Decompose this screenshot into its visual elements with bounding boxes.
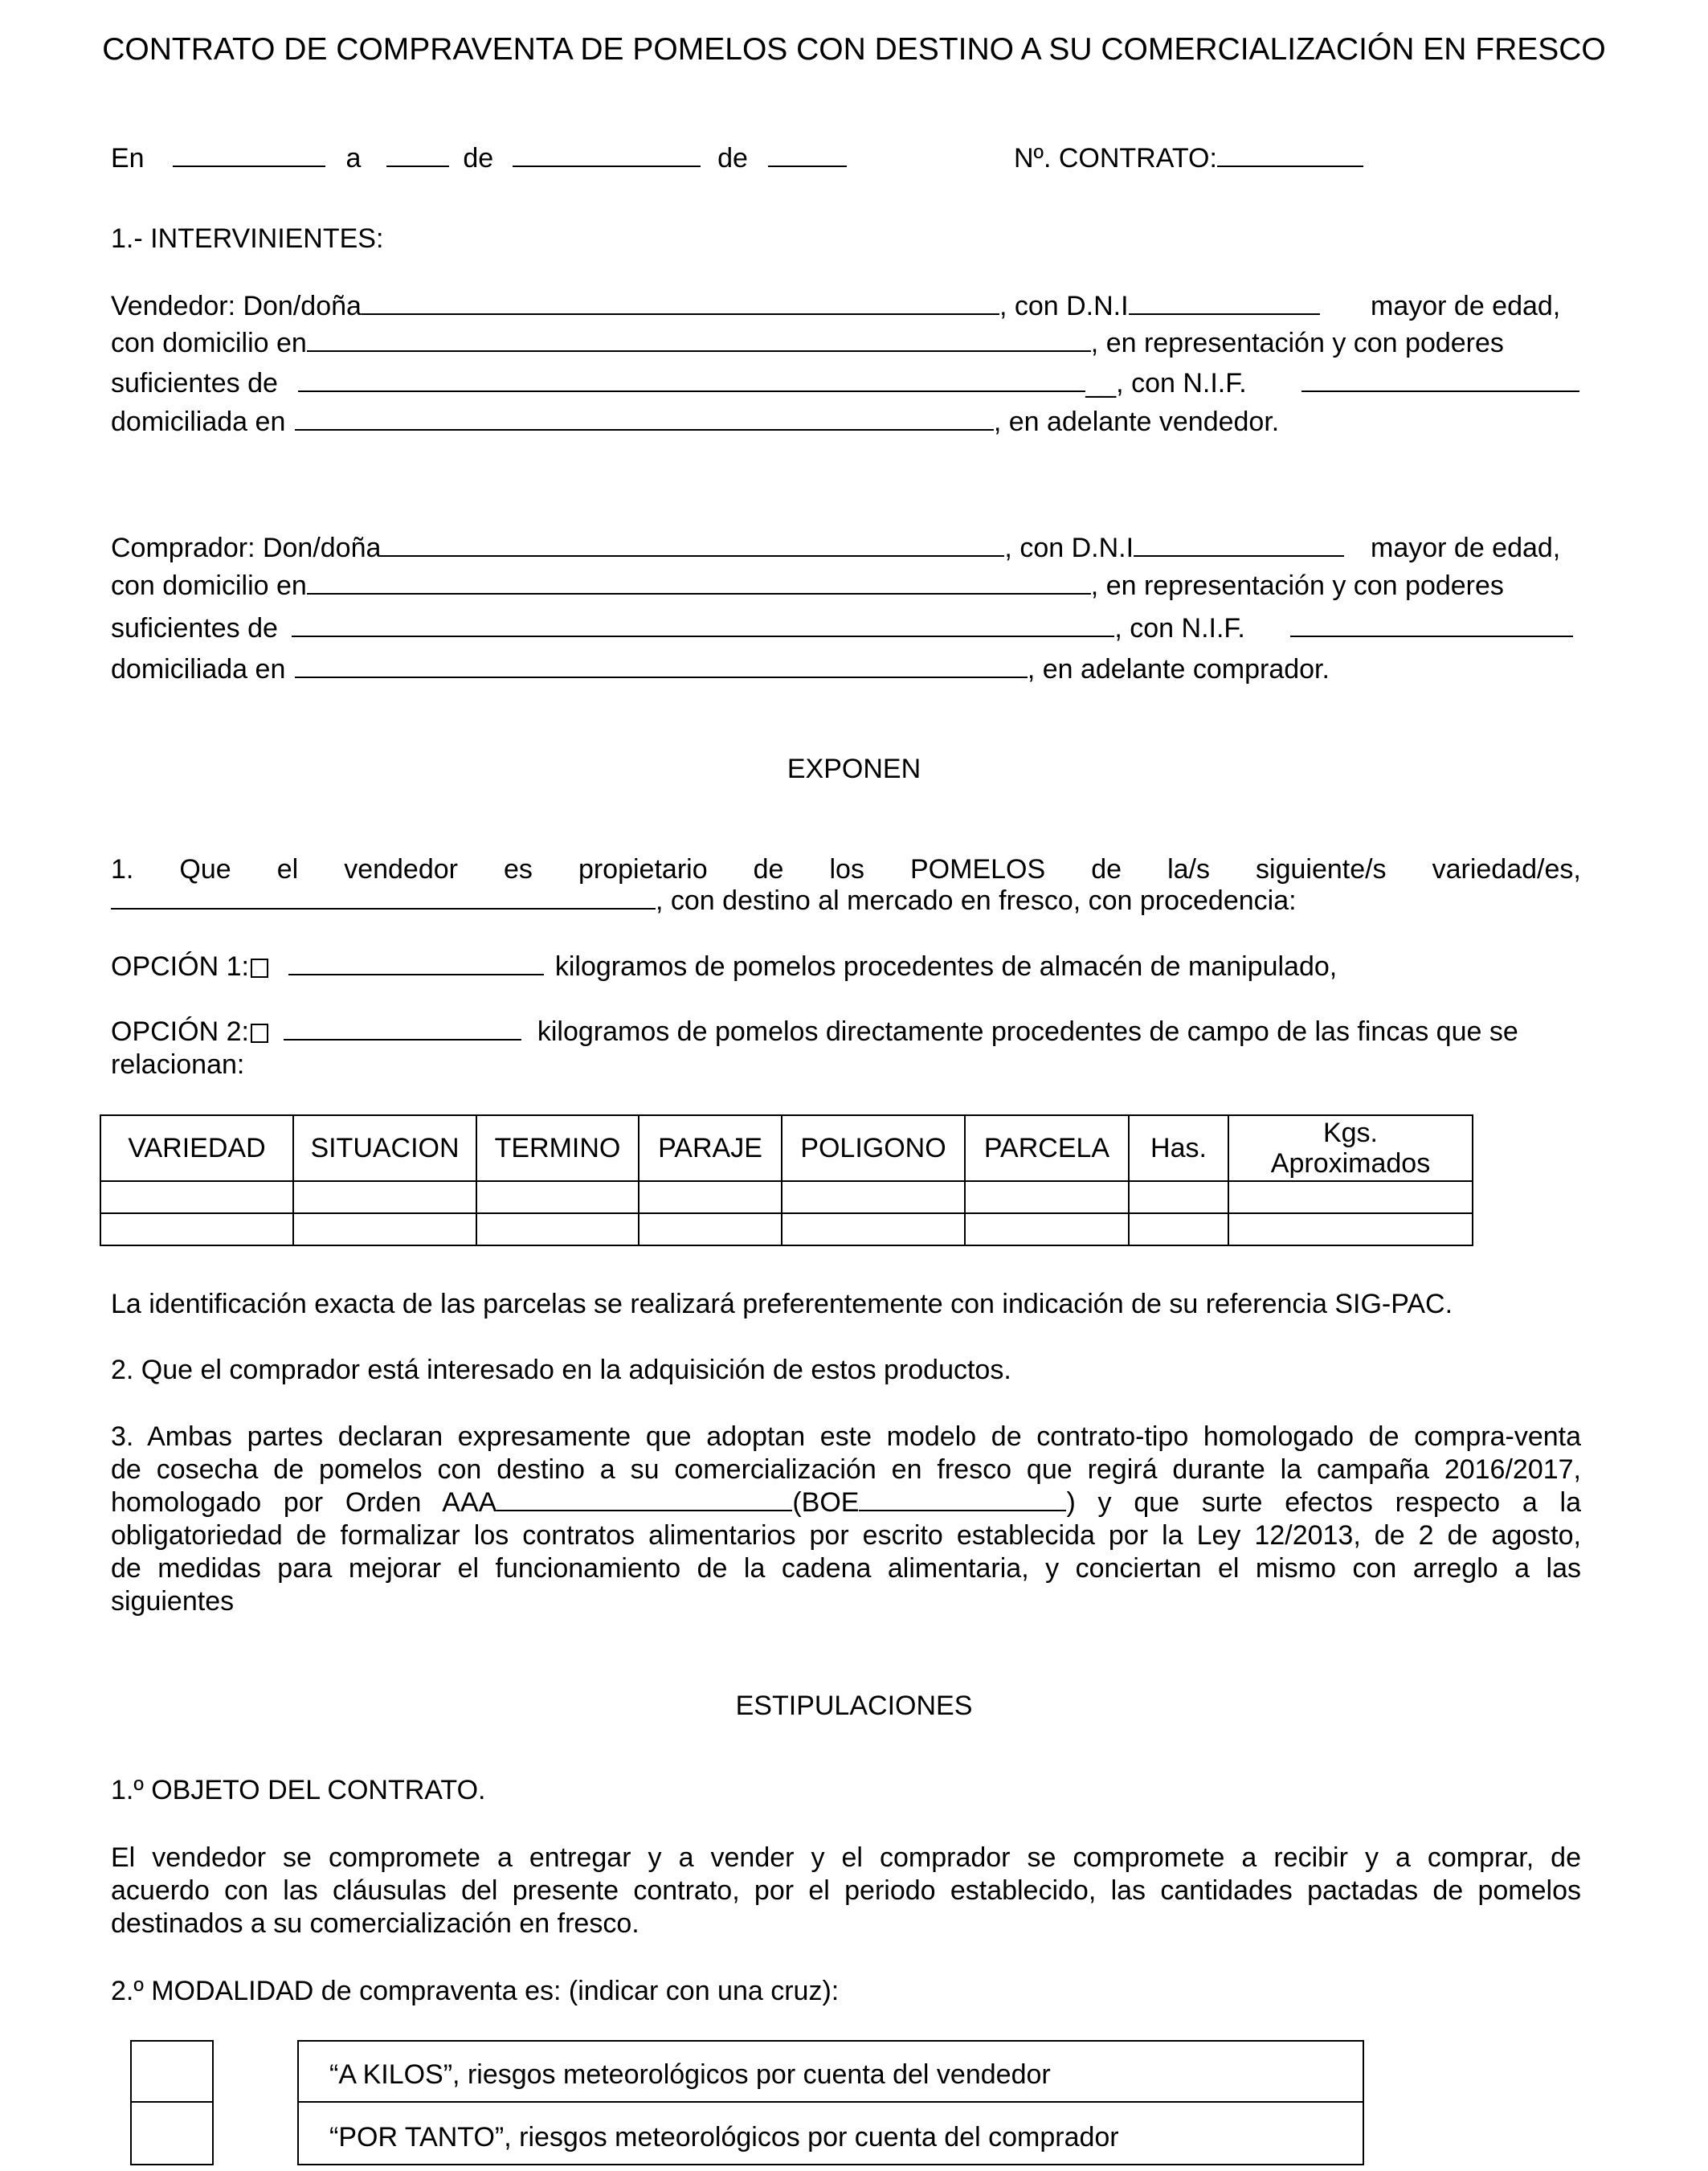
col-header-poligono: POLIGONO xyxy=(782,1115,965,1181)
opcion-1-checkbox[interactable] xyxy=(251,959,268,978)
exponen-heading: EXPONEN xyxy=(787,754,921,784)
table-cell[interactable] xyxy=(782,1213,965,1245)
contract-number xyxy=(1014,141,1363,175)
col-header-has: Has. xyxy=(1129,1115,1228,1181)
exponen-2: 2. Que el comprador está interesado en la adquisición de estos productos. xyxy=(111,1355,1011,1385)
exponen-3-line-2: de cosecha de pomelos con destino a su comercialización en fresco que regirá durante la campaña 2016/2017, xyxy=(111,1454,1581,1485)
comprador-nif-blank[interactable] xyxy=(1290,613,1573,637)
table-header-row xyxy=(100,1115,1473,1181)
opcion-1-kilos-blank[interactable] xyxy=(288,951,544,975)
comprador-name-blank[interactable] xyxy=(381,533,1004,557)
table-cell[interactable] xyxy=(965,1213,1129,1245)
table-row xyxy=(100,1213,1473,1245)
comprador-representacion-label: , en representación y con poderes xyxy=(1090,570,1504,601)
comprador-domicilio xyxy=(111,570,1504,602)
boe-label: (BOE xyxy=(792,1487,860,1518)
efectos-text: ) y que surte efectos respecto a la xyxy=(1066,1487,1581,1518)
comprador-line-4 xyxy=(111,652,1330,686)
comprador-nif-label: , con N.I.F. xyxy=(1114,613,1245,644)
exponen-1-word: siguiente/s xyxy=(1256,854,1387,885)
exponen-1-word: variedad/es, xyxy=(1432,854,1581,885)
vendedor-nif-field xyxy=(1301,366,1579,400)
exponen-1-line-1 xyxy=(111,854,1581,885)
orden-label: homologado por Orden AAA xyxy=(111,1487,497,1518)
table-cell[interactable] xyxy=(293,1181,476,1213)
table-cell[interactable] xyxy=(639,1181,782,1213)
vendedor-domiciliada-blank[interactable] xyxy=(295,407,994,431)
comprador-domiciliada-label: domiciliada en xyxy=(111,654,286,685)
vendedor-dni-label: , con D.N.I xyxy=(999,291,1129,321)
col-header-paraje: PARAJE xyxy=(639,1115,782,1181)
comprador-domiciliada-blank[interactable] xyxy=(295,654,1028,678)
comprador-entity-blank[interactable] xyxy=(292,613,1114,637)
objeto-heading: 1.º OBJETO DEL CONTRATO. xyxy=(111,1775,486,1805)
comprador-domicilio-blank[interactable] xyxy=(307,570,1091,595)
opcion-2-checkbox[interactable] xyxy=(251,1024,268,1043)
objeto-line-3: destinados a su comercialización en fresco. xyxy=(111,1908,639,1939)
col-header-kgs-line-2: Aproximados xyxy=(1270,1148,1431,1179)
exponen-1-line-2 xyxy=(111,884,1297,918)
table-cell[interactable] xyxy=(1228,1181,1473,1213)
modalidad-a-kilos-label: “A KILOS”, riesgos meteorológicos por cuenta del vendedor xyxy=(329,2059,1051,2090)
col-header-termino: TERMINO xyxy=(476,1115,639,1181)
vendedor-name-blank[interactable] xyxy=(362,291,999,315)
table-cell[interactable] xyxy=(100,1213,293,1245)
comprador-mayor-edad: mayor de edad, xyxy=(1371,533,1561,563)
comprador-domicilio-label: con domicilio en xyxy=(111,570,307,601)
comprador-line-2 xyxy=(111,570,1581,602)
col-header-parcela: PARCELA xyxy=(965,1115,1129,1181)
document-title: CONTRATO DE COMPRAVENTA DE POMELOS CON DESTINO A SU COMERCIALIZACIÓN EN FRESCO xyxy=(102,32,1606,67)
comprador-suficientes-label: suficientes de xyxy=(111,613,278,644)
exponen-3-line-1: 3. Ambas partes declaran expresamente que adoptan este modelo de contrato-tipo homologado de compra-venta xyxy=(111,1421,1581,1452)
opcion-2-kilos-blank[interactable] xyxy=(284,1016,521,1041)
orden-blank[interactable] xyxy=(496,1487,792,1511)
opcion-1 xyxy=(111,950,1337,983)
vendedor-domicilio-label: con domicilio en xyxy=(111,328,307,358)
objeto-line-2: acuerdo con las cláusulas del presente contrato, por el periodo establecido, las cantidades pactadas de pomelos xyxy=(111,1875,1581,1906)
table-cell[interactable] xyxy=(476,1213,639,1245)
comprador-adelante-label: , en adelante comprador. xyxy=(1027,654,1330,685)
sigpac-note: La identificación exacta de las parcelas se realizará preferentemente con indicación de su referencia SIG-PAC. xyxy=(111,1289,1453,1319)
exponen-1-word: la/s xyxy=(1167,854,1210,885)
vendedor-domiciliada-label: domiciliada en xyxy=(111,407,286,437)
comprador-label: Comprador: Don/doña xyxy=(111,533,382,563)
comprador-dni-blank[interactable] xyxy=(1134,533,1344,557)
comprador-dni-label: , con D.N.I xyxy=(1004,533,1134,563)
vendedor-line-2 xyxy=(111,328,1581,359)
vendedor-line-1 xyxy=(111,289,1320,323)
date-line xyxy=(111,141,847,175)
vendedor-label: Vendedor: Don/doña xyxy=(111,291,362,321)
vendedor-nif-label: __, con N.I.F. xyxy=(1085,368,1247,399)
exponen-1-word: 1. xyxy=(111,854,134,885)
vendedor-representacion-label: , en representación y con poderes xyxy=(1090,328,1504,358)
table-cell[interactable] xyxy=(293,1213,476,1245)
col-header-kgs xyxy=(1228,1115,1473,1181)
exponen-1-destino-text: , con destino al mercado en fresco, con procedencia: xyxy=(656,885,1297,916)
year-blank[interactable] xyxy=(768,143,847,167)
vendedor-line-4 xyxy=(111,405,1279,439)
date-line-de-2: de xyxy=(717,143,748,174)
modalidad-heading: 2.º MODALIDAD de compraventa es: (indicar con una cruz): xyxy=(111,1976,840,2006)
exponen-1-word: POMELOS xyxy=(910,854,1046,885)
exponen-1-word: vendedor xyxy=(344,854,458,885)
day-blank[interactable] xyxy=(386,143,449,167)
table-cell[interactable] xyxy=(1129,1181,1228,1213)
modalidad-por-tanto-checkbox[interactable] xyxy=(130,2101,214,2165)
vendedor-dni-blank[interactable] xyxy=(1129,291,1320,315)
opcion-2-label: OPCIÓN 2: xyxy=(111,1016,249,1047)
col-header-kgs-line-1: Kgs. xyxy=(1322,1118,1379,1148)
table-cell[interactable] xyxy=(1228,1213,1473,1245)
exponen-3-line-3 xyxy=(111,1486,1581,1519)
estipulaciones-heading: ESTIPULACIONES xyxy=(735,1691,973,1721)
table-row xyxy=(100,1181,1473,1213)
vendedor-domicilio-blank[interactable] xyxy=(307,328,1091,352)
exponen-3-line-4: obligatoriedad de formalizar los contratos alimentarios por escrito establecida por la Ley 12/2013, de 2 de agosto, xyxy=(111,1520,1581,1551)
comprador-line-1 xyxy=(111,531,1344,565)
vendedor-entity-blank-2[interactable] xyxy=(489,368,1085,392)
table-cell[interactable] xyxy=(100,1181,293,1213)
variedad-blank[interactable] xyxy=(111,885,656,910)
exponen-3-line-6: siguientes xyxy=(111,1586,235,1617)
date-line-a: a xyxy=(345,143,362,174)
vendedor-mayor-edad: mayor de edad, xyxy=(1371,291,1561,321)
exponen-1-word: Que xyxy=(179,854,231,885)
date-line-de-1: de xyxy=(463,143,494,174)
table-cell[interactable] xyxy=(476,1181,639,1213)
table-cell[interactable] xyxy=(1129,1213,1228,1245)
exponen-1-word: de xyxy=(1091,854,1122,885)
opcion-2-line-2: relacionan: xyxy=(111,1049,245,1080)
vendedor-domicilio xyxy=(111,328,1504,359)
modalidad-por-tanto-label: “POR TANTO”, riesgos meteorológicos por cuenta del comprador xyxy=(329,2122,1119,2153)
objeto-text xyxy=(111,1842,1581,1940)
opcion-1-text: kilogramos de pomelos procedentes de almacén de manipulado, xyxy=(554,951,1338,982)
exponen-1-word: el xyxy=(276,854,299,885)
modalidad-a-kilos-checkbox[interactable] xyxy=(130,2040,214,2103)
exponen-1-word: es xyxy=(504,854,533,885)
col-header-variedad: VARIEDAD xyxy=(100,1115,293,1181)
vendedor-line-3 xyxy=(111,366,1247,400)
table-cell[interactable] xyxy=(639,1213,782,1245)
exponen-3-line-5: de medidas para mejorar el funcionamiento de la cadena alimentaria, y conciertan el mismo con arreglo a las xyxy=(111,1553,1581,1584)
exponen-1-word: de xyxy=(753,854,784,885)
vendedor-nif-blank[interactable] xyxy=(1301,368,1579,392)
col-header-situacion: SITUACION xyxy=(293,1115,476,1181)
opcion-2-text: kilogramos de pomelos directamente procedentes de campo de las fincas que se xyxy=(537,1016,1518,1047)
objeto-line-1: El vendedor se compromete a entregar y a vender y el comprador se compromete a recibir y a comprar, de xyxy=(111,1842,1581,1873)
table-cell[interactable] xyxy=(782,1181,965,1213)
section-intervinientes-heading: 1.- INTERVINIENTES: xyxy=(111,223,384,254)
exponen-1-word: los xyxy=(829,854,864,885)
vendedor-entity-blank-1[interactable] xyxy=(298,368,489,392)
opcion-2 xyxy=(111,1015,1518,1049)
contract-number-label: Nº. CONTRATO: xyxy=(1014,143,1217,174)
month-blank[interactable] xyxy=(513,143,701,167)
contract-number-blank[interactable] xyxy=(1217,143,1363,167)
exponen-3 xyxy=(111,1421,1581,1618)
date-line-en: En xyxy=(111,143,145,174)
vendedor-suficientes-label: suficientes de xyxy=(111,368,278,399)
vendedor-adelante-label: , en adelante vendedor. xyxy=(993,407,1280,437)
comprador-nif-field xyxy=(1290,611,1573,645)
boe-blank[interactable] xyxy=(859,1487,1066,1511)
comprador-line-3 xyxy=(111,611,1245,645)
opcion-1-label: OPCIÓN 1: xyxy=(111,951,249,982)
parcel-table xyxy=(100,1114,1473,1246)
exponen-1-word: propietario xyxy=(578,854,708,885)
table-cell[interactable] xyxy=(965,1181,1129,1213)
city-blank[interactable] xyxy=(173,143,325,167)
